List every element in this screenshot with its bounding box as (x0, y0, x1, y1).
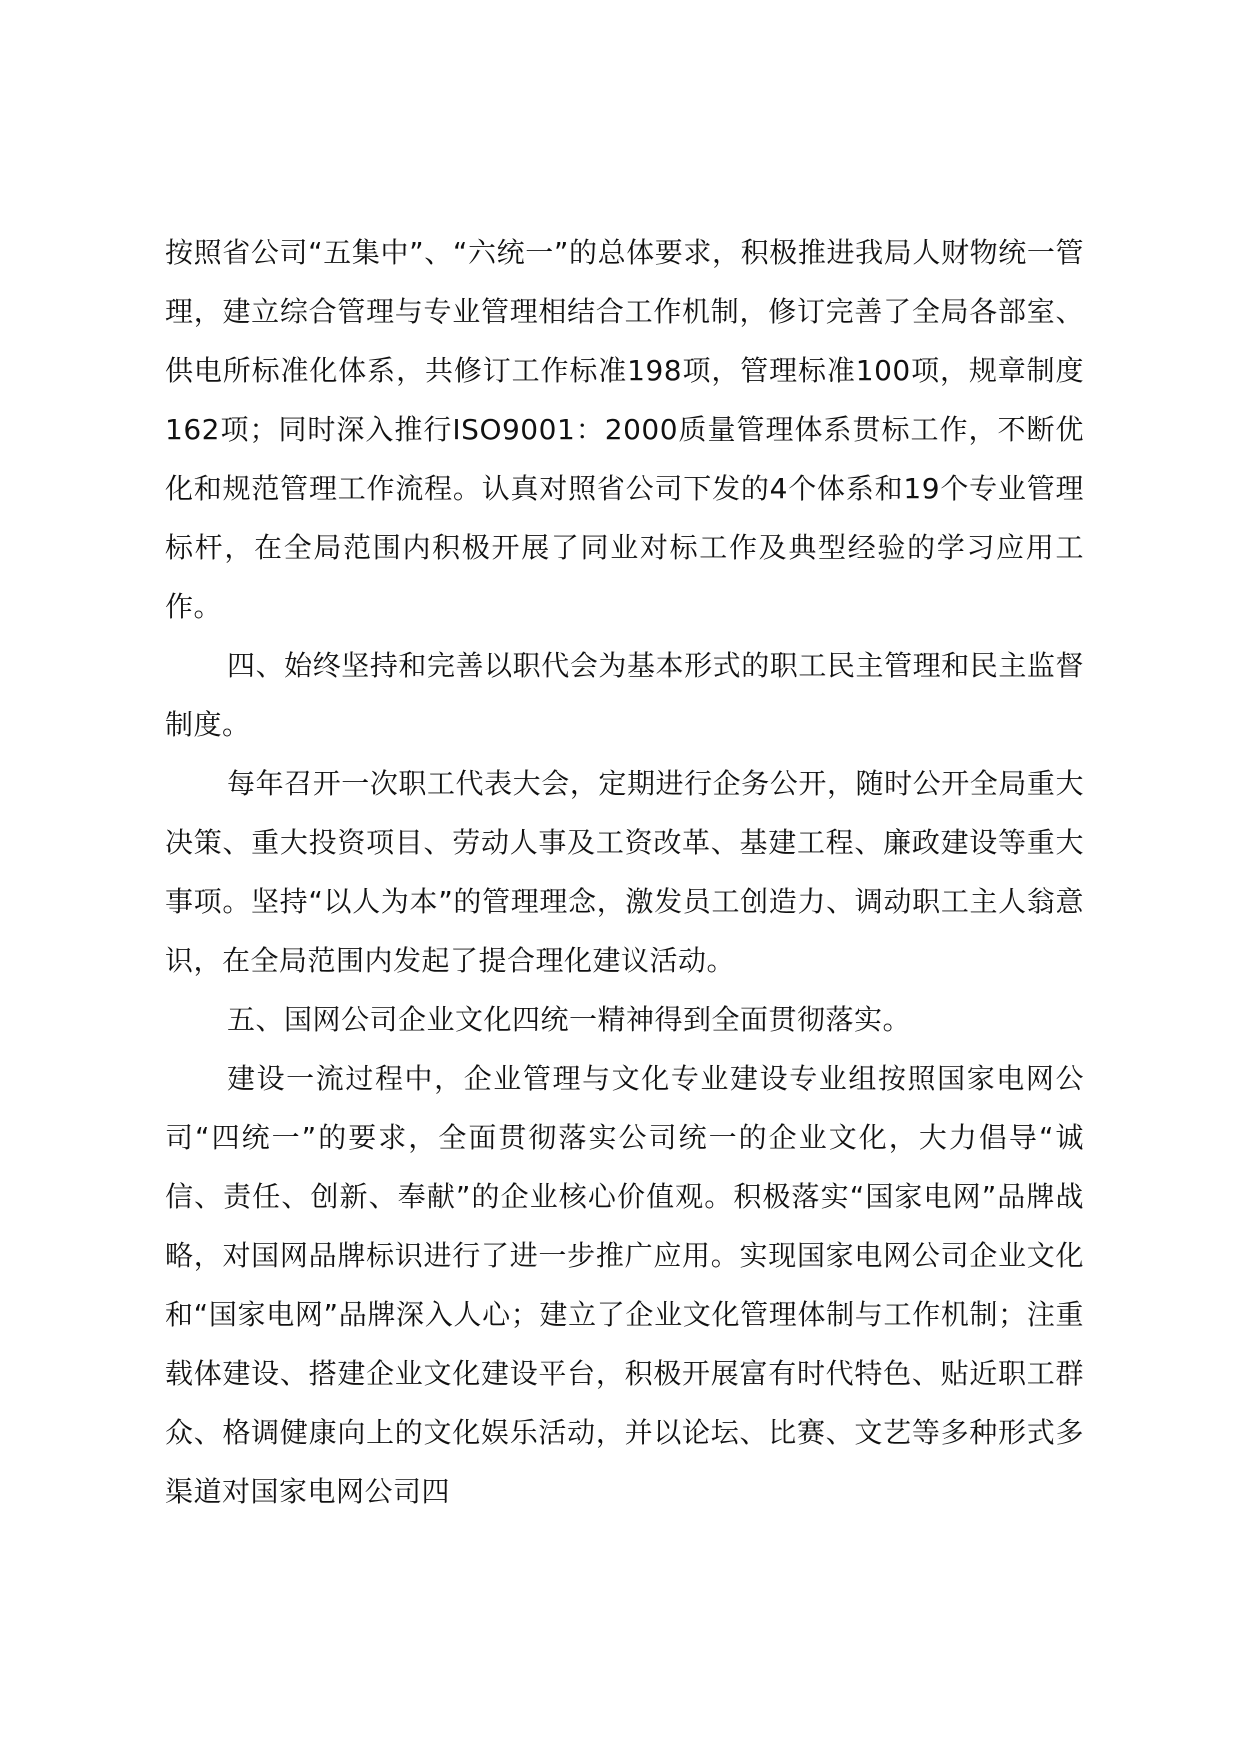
heading-section-five: 五、国网公司企业文化四统一精神得到全面贯彻落实。 (227, 1003, 912, 1036)
paragraph-workers-congress: 每年召开一次职工代表大会，定期进行企务公开，随时公开全局重大决策、重大投资项目、劳动人事及工资改革、基建工程、廉政建设等重大事项。坚持“以人为本”的管理理念，激发员工创造力、调动职工主人翁意识，在全局范围内发起了提合理化建议活动。 (165, 767, 1084, 977)
paragraph-management-reform: 按照省公司“五集中”、“六统一”的总体要求，积极推进我局人财物统一管理，建立综合管理与专业管理相结合工作机制，修订完善了全局各部室、供电所标准化体系，共修订工作标准198项，管理标准100项，规章制度162项；同时深入推行ISO9001：2000质量管理体系贯标工作，不断优化和规范管理工作流程。认真对照省公司下发的4个体系和19个专业管理标杆，在全局范围内积极开展了同业对标工作及典型经验的学习应用工作。 (165, 236, 1084, 623)
heading-section-four: 四、始终坚持和完善以职代会为基本形式的职工民主管理和民主监督制度。 (165, 649, 1084, 741)
document-body (165, 223, 1084, 1521)
paragraph-corporate-culture: 建设一流过程中，企业管理与文化专业建设专业组按照国家电网公司“四统一”的要求，全面贯彻落实公司统一的企业文化，大力倡导“诚信、责任、创新、奉献”的企业核心价值观。积极落实“国家电网”品牌战略，对国网品牌标识进行了进一步推广应用。实现国家电网公司企业文化和“国家电网”品牌深入人心；建立了企业文化管理体制与工作机制；注重载体建设、搭建企业文化建设平台，积极开展富有时代特色、贴近职工群众、格调健康向上的文化娱乐活动，并以论坛、比赛、文艺等多种形式多渠道对国家电网公司四 (165, 1062, 1084, 1508)
